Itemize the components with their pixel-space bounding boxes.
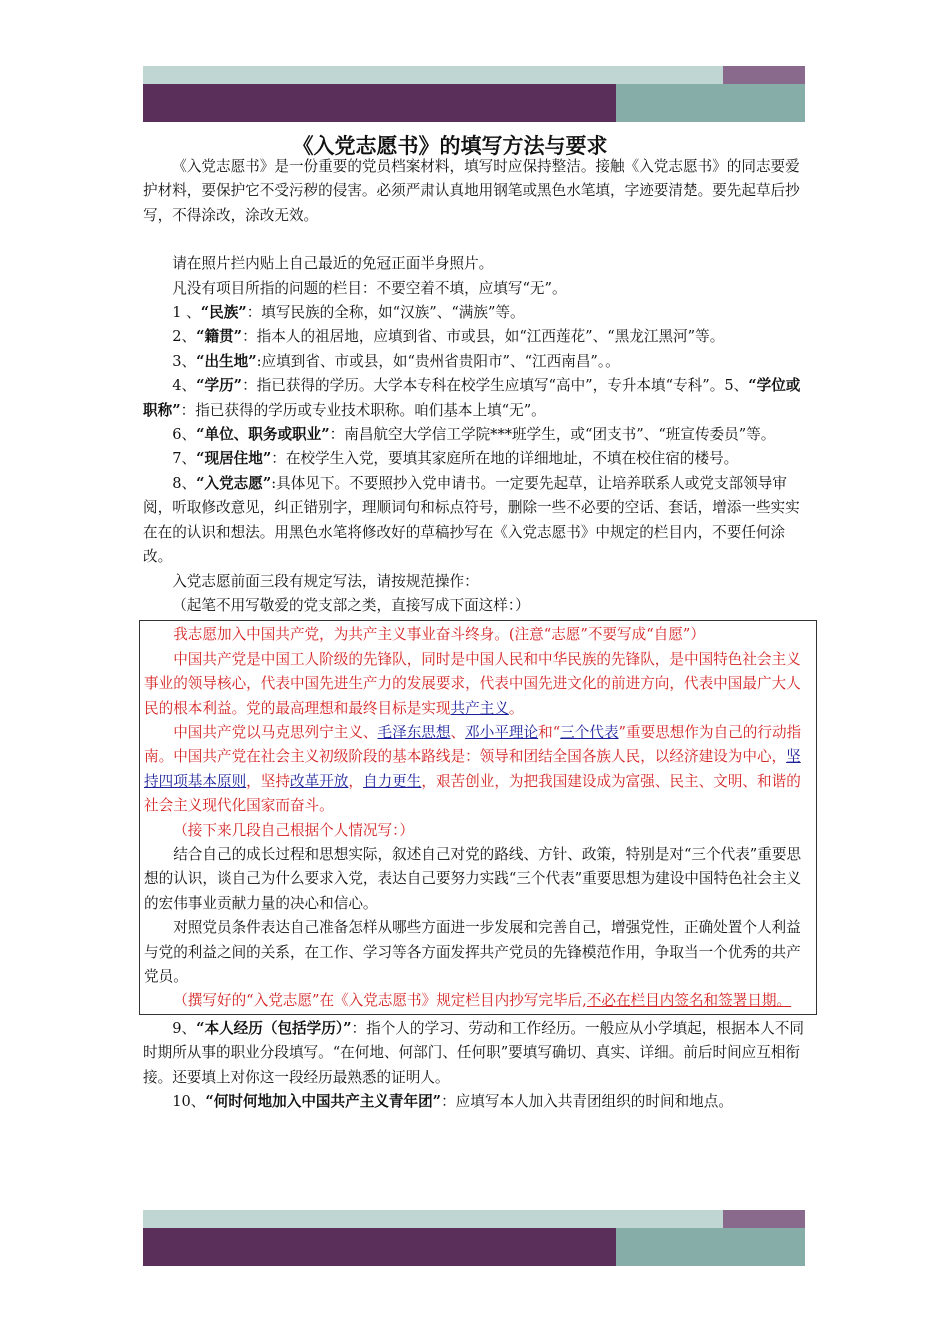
- empty-field-note: 凡没有项目所指的问题的栏目：不要空着不填，应填写“无”。: [172, 279, 567, 297]
- box-paragraph-6: 对照党员条件表达自己准备怎样从哪些方面进一步发展和完善自己，增强党性，正确处置个人利益与党的利益之间的关系，在工作、学习等各方面发挥共产党员的先锋模范作用，争取当一个优秀的共产党员。: [144, 919, 801, 985]
- box-paragraph-5: 结合自己的成长过程和思想实际，叙述自己对党的路线、方针、政策，特别是对“三个代表”重要思想的认识，谈自己为什么要求入党，表达自己要努力实践“三个代表”重要思想为建设中国特色社会主义的宏伟事业贡献力量的决心和信心。: [144, 845, 802, 912]
- intro-paragraph: 《入党志愿书》是一份重要的党员档案材料，填写时应保持整洁。接触《入党志愿书》的同志要爱护材料，要保护它不受污秽的侵害。必须严肃认真地用钢笔或黑色水笔填，字迹要清楚。要先起草后抄写，不得涂改，涂改无效。: [143, 158, 800, 224]
- item-2-native-place: 2、“籍贯”：指本人的祖居地，应填到省、市或县，如“江西莲花”、“黑龙江黑河”等。: [172, 328, 725, 346]
- link-three-represents[interactable]: 三个代表: [560, 723, 619, 741]
- box-paragraph-1: 我志愿加入中国共产党，为共产主义事业奋斗终身。(注意“志愿”不要写成“自愿”）: [173, 626, 705, 644]
- item-6-employer: 6、“单位、职务或职业”：南昌航空大学信工学院***班学生，或“团支书”、“班宣传委员”等。: [172, 426, 776, 444]
- link-mao-thought[interactable]: 毛泽东思想: [377, 723, 451, 741]
- rule-note: 入党志愿前面三段有规定写法，请按规范操作：: [172, 572, 479, 590]
- photo-note: 请在照片拦内贴上自己最近的免冠正面半身照片。: [172, 255, 494, 273]
- box-paragraph-7: （撰写好的“入党志愿”在《入党志愿书》规定栏目内抄写完毕后,不必在栏目内签名和签署日期。: [173, 992, 792, 1010]
- box-paragraph-3: 中国共产党以马克思列宁主义、毛泽东思想、邓小平理论和“三个代表”重要思想作为自己的行动指南。中国共产党在社会主义初级阶段的基本路线是：领导和团结全国各族人民，以经济建设为中心，坚持四项基本原则，坚持改革开放，自力更生，艰苦创业，为把我国建设成为富强、民主、文明、和谐的社会主义现代化国家而奋斗。: [144, 723, 802, 815]
- item-1-ethnicity: 1 、“民族”：填写民族的全称，如“汉族”、“满族”等。: [172, 304, 525, 322]
- page-title: 《入党志愿书》的填写方法与要求: [292, 134, 608, 158]
- item-10-youth-league: 10、“何时何地加入中国共产主义青年团”：应填写本人加入共青团组织的时间和地点。: [172, 1093, 733, 1111]
- header-bar-mauve: [723, 66, 805, 84]
- footer-bar-purple: [143, 1228, 616, 1266]
- item-4-5-education-degree: 4、“学历”：指已获得的学历。大学本专科在校学生应填写“高中”，专升本填“专科”。5、“学位或职称”：指已获得的学历或专业技术职称。咱们基本上填“无”。: [143, 377, 801, 419]
- header-decoration-band: [0, 66, 950, 136]
- document-body: [143, 155, 813, 1114]
- header-bar-purple: [143, 84, 616, 122]
- box-paragraph-4: （接下来几段自己根据个人情况写：）: [173, 821, 414, 839]
- header-bar-teal: [616, 84, 805, 122]
- footer-decoration-band: [0, 1210, 950, 1280]
- link-reform-opening[interactable]: 改革开放: [289, 772, 349, 790]
- item-7-residence: 7、“现居住地”：在校学生入党，要填其家庭所在地的详细地址，不填在校住宿的楼号。: [172, 450, 739, 468]
- item-8-application: 8、“入党志愿”:具体见下。不要照抄入党申请书。一定要先起草，让培养联系人或党支部领导审阅，听取修改意见，纠正错别字，理顺词句和标点符号，删除一些不必要的空话、套话，增添一些实实在在的认识和想法。用黑色水笔将修改好的草稿抄写在《入党志愿书》中规定的栏目内，不要任何涂改。: [143, 474, 800, 566]
- header-bar-teal-light: [143, 66, 723, 84]
- link-four-principles[interactable]: 坚持四项基本原则: [144, 748, 801, 790]
- footer-bar-mauve: [723, 1210, 805, 1228]
- link-communism[interactable]: 共产主义: [450, 699, 509, 717]
- item-3-birthplace: 3、“出生地”:应填到省、市或县，如“贵州省贵阳市”、“江西南昌”。。: [172, 352, 620, 370]
- box-paragraph-2: 中国共产党是中国工人阶级的先锋队，同时是中国人民和中华民族的先锋队，是中国特色社会主义事业的领导核心，代表中国先进生产力的发展要求，代表中国先进文化的前进方向，代表中国最广大人民的根本利益。党的最高理想和最终目标是实现共产主义。: [144, 650, 801, 717]
- link-self-reliance[interactable]: 自力更生: [362, 772, 422, 790]
- footer-bar-teal-light: [143, 1210, 723, 1228]
- start-note: （起笔不用写敬爱的党支部之类，直接写成下面这样：）: [172, 596, 530, 614]
- link-deng-theory[interactable]: 邓小平理论: [465, 723, 539, 741]
- item-9-experience: 9、“本人经历（包括学历）”：指个人的学习、劳动和工作经历。一般应从小学填起，根据本人不同时期所从事的职业分段填写。“在何地、何部门、任何职”要填写确切、真实、详细。前后时间应互相衔接。还要填上对你这一段经历最熟悉的证明人。: [143, 1019, 804, 1086]
- footer-bar-teal: [616, 1228, 805, 1266]
- application-template-box: [139, 620, 817, 1015]
